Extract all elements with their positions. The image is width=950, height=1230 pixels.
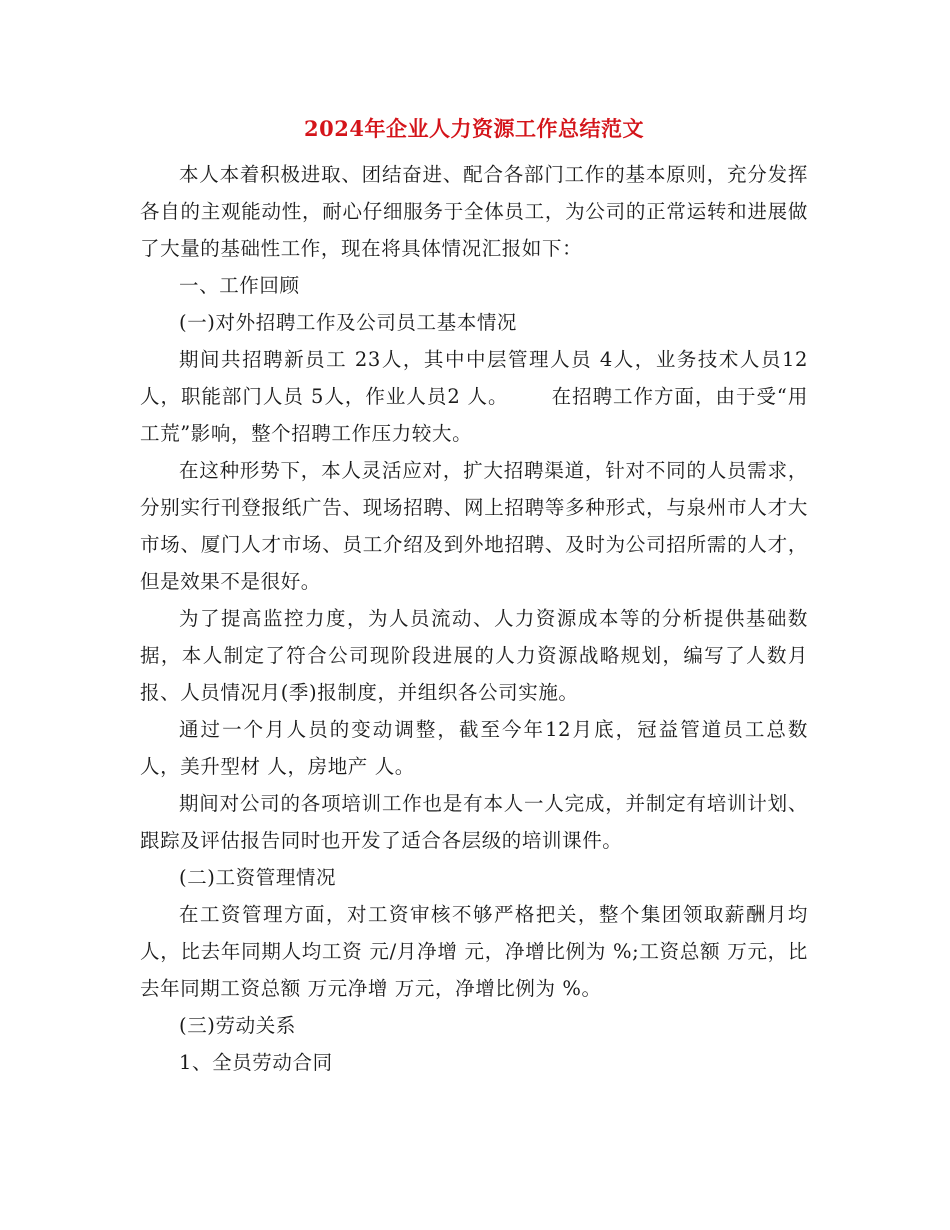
recruitment-channels-paragraph: 在这种形势下，本人灵活应对，扩大招聘渠道，针对不同的人员需求，分别实行刊登报纸广告、现场招聘、网上招聘等多种形式，与泉州市人才大市场、厦门人才市场、员工介绍及到外地招聘、及时为公司招所需的人才，但是效果不是很好。 bbox=[140, 459, 808, 593]
section-heading-work-review: 一、工作回顾 bbox=[179, 274, 300, 297]
document-title: 2024年企业人力资源工作总结范文 bbox=[304, 116, 644, 141]
intro-paragraph: 本人本着积极进取、团结奋进、配合各部门工作的基本原则，充分发挥各自的主观能动性，耐心仔细服务于全体员工，为公司的正常运转和进展做了大量的基础性工作，现在将具体情况汇报如下： bbox=[140, 163, 808, 260]
subsection-heading-payroll: (二)工资管理情况 bbox=[179, 866, 337, 889]
subsection-heading-recruitment: (一)对外招聘工作及公司员工基本情况 bbox=[179, 311, 518, 334]
payroll-paragraph: 在工资管理方面，对工资审核不够严格把关，整个集团领取薪酬月均 人，比去年同期人均工资 元/月净增 元，净增比例为 %;工资总额 万元，比去年同期工资总额 万元净增 万元，净增比例为 %。 bbox=[140, 903, 815, 1000]
training-paragraph: 期间对公司的各项培训工作也是有本人一人完成，并制定有培训计划、跟踪及评估报告同时也开发了适合各层级的培训课件。 bbox=[140, 792, 808, 852]
document-page bbox=[140, 112, 815, 1081]
labor-contract-heading: 1、全员劳动合同 bbox=[179, 1051, 333, 1074]
monitoring-paragraph: 为了提高监控力度，为人员流动、人力资源成本等的分析提供基础数据，本人制定了符合公司现阶段进展的人力资源战略规划，编写了人数月报、人员情况月(季)报制度，并组织各公司实施。 bbox=[140, 607, 808, 704]
recruitment-stats-paragraph: 期间共招聘新员工 23人，其中中层管理人员 4人，业务技术人员12 人，职能部门人员 5人，作业人员2 人。 在招聘工作方面，由于受“用工荒”影响，整个招聘工作压力较大。 bbox=[140, 348, 815, 445]
headcount-paragraph: 通过一个月人员的变动调整，截至今年12月底，冠益管道员工总数 人，美升型材 人，房地产 人。 bbox=[140, 718, 815, 778]
subsection-heading-labor-relations: (三)劳动关系 bbox=[179, 1014, 296, 1037]
